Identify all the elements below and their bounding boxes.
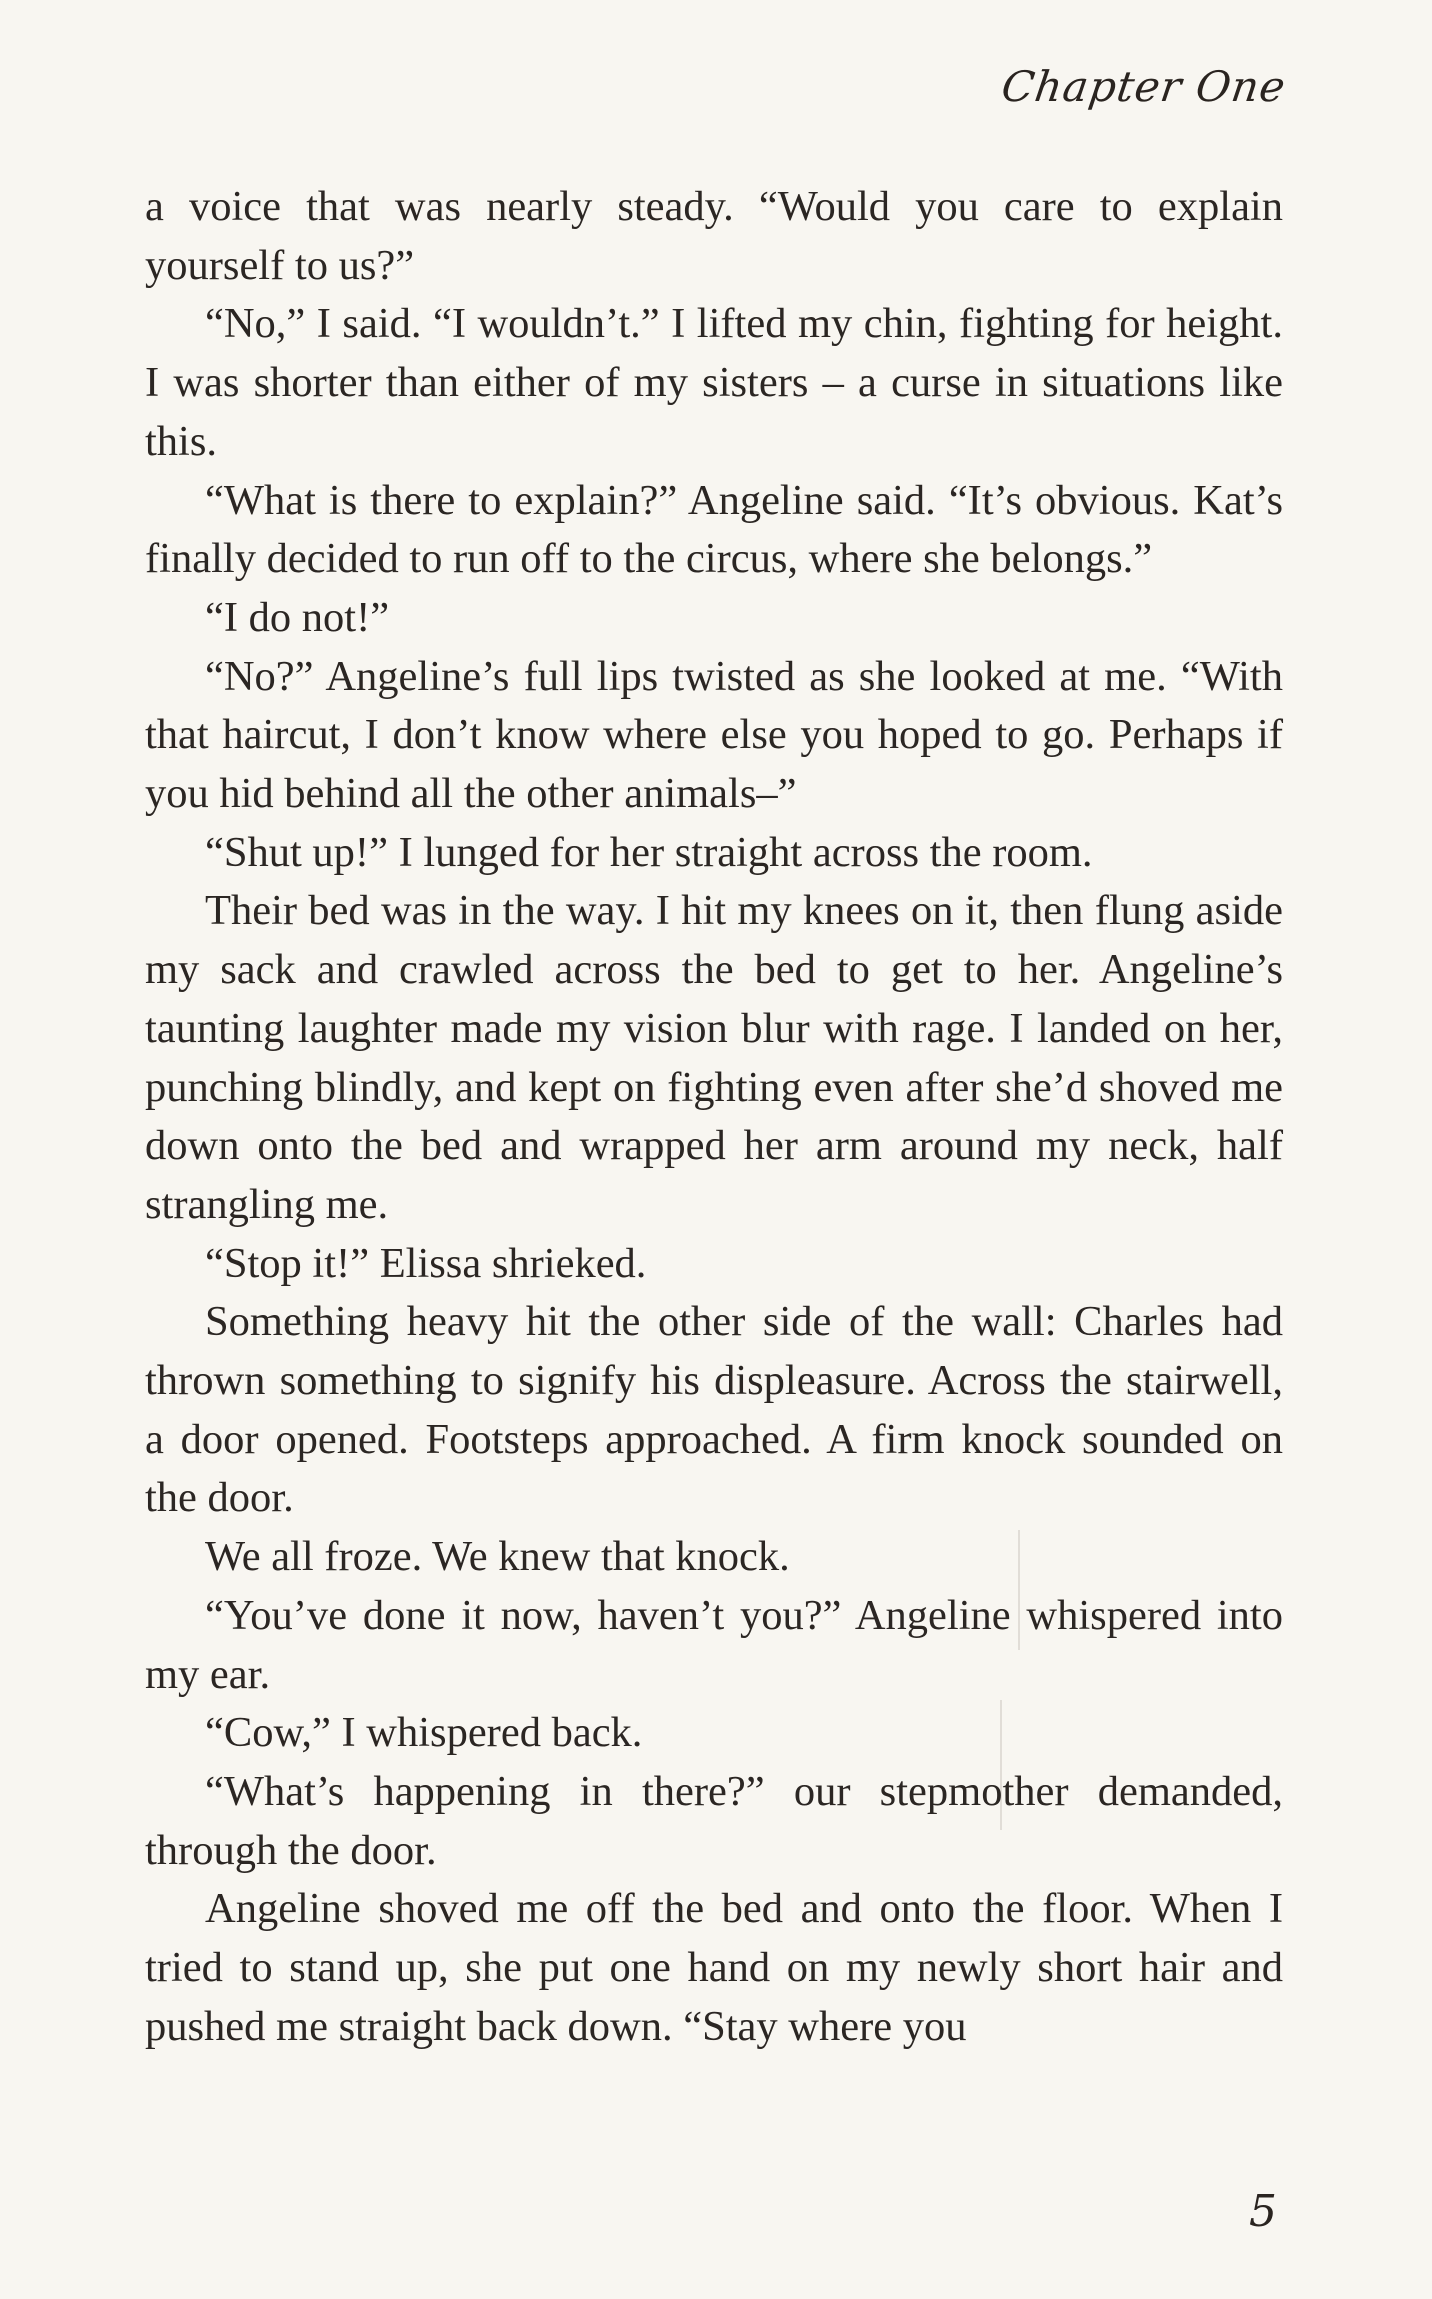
paragraph: “You’ve done it now, haven’t you?” Angeline whispered into my ear.	[145, 1591, 1283, 1698]
page-number: 5	[1249, 2186, 1277, 2237]
paragraph: “Shut up!” I lunged for her straight across the room.	[205, 828, 1093, 876]
body-text	[145, 178, 1283, 2057]
paragraph: a voice that was nearly steady. “Would you care to explain yourself to us?”	[145, 183, 1283, 289]
paragraph: “What is there to explain?” Angeline said. “It’s obvious. Kat’s finally decided to run off to the circus, where she belongs.”	[145, 476, 1283, 583]
paragraph: “What’s happening in there?” our stepmother demanded, through the door.	[145, 1767, 1283, 1874]
paragraph: “Cow,” I whispered back.	[205, 1709, 643, 1757]
paragraph: “No?” Angeline’s full lips twisted as she looked at me. “With that haircut, I don’t know where else you hoped to go. Perhaps if you hid behind all the other animals–”	[145, 652, 1283, 818]
paragraph: Angeline shoved me off the bed and onto the floor. When I tried to stand up, she put one hand on my newly short hair and pushed me straight back down. “Stay where you	[145, 1885, 1283, 2050]
paragraph: “No,” I said. “I wouldn’t.” I lifted my chin, fighting for height. I was shorter than either of my sisters – a curse in situations like this.	[145, 300, 1283, 465]
running-head: Chapter One	[998, 62, 1290, 111]
paragraph: “Stop it!” Elissa shrieked.	[205, 1239, 647, 1287]
paragraph: Something heavy hit the other side of the wall: Charles had thrown something to signify his displeasure. Across the stairwell, a door opened. Footsteps approached. A firm knock sounded on the door.	[145, 1298, 1283, 1522]
paragraph: Their bed was in the way. I hit my knees on it, then flung aside my sack and crawled across the bed to get to her. Angeline’s taunting laughter made my vision blur with rage. I landed on her, punching blindly, and kept on fighting even after she’d shoved me down onto the bed and wrapped her arm around my neck, half strangling me.	[145, 887, 1283, 1228]
paragraph: We all froze. We knew that knock.	[205, 1533, 790, 1581]
paragraph: “I do not!”	[205, 593, 390, 641]
